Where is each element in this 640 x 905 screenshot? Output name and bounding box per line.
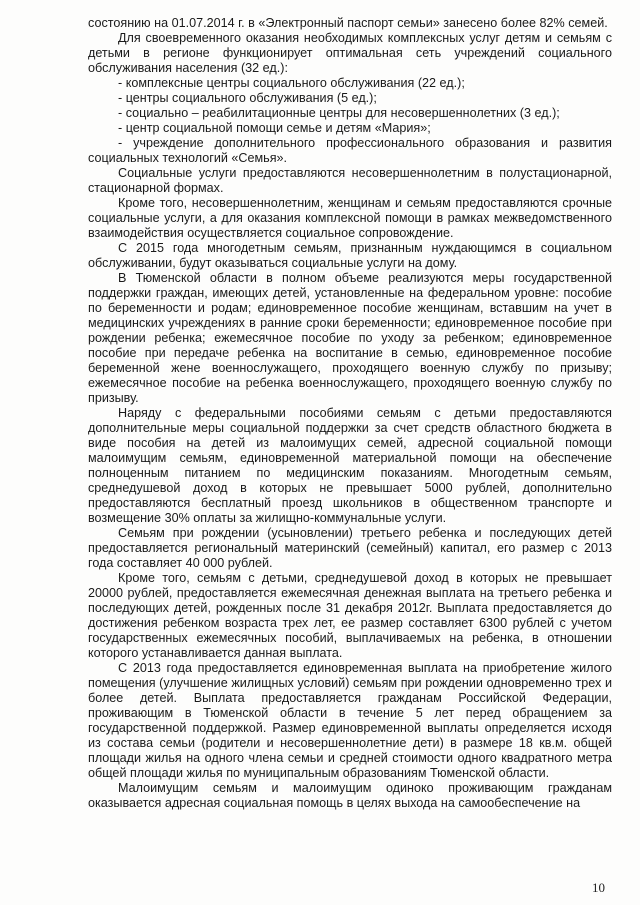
paragraph-monthly-payment: Кроме того, семьям с детьми, среднедушевой доход в которых не превышает 20000 рублей, предоставляется ежемесячная денежная выплата на третьего ребенка и последующих детей, рожденных после 31 декабря 2012г. Выплата предоставляется до достижения ребенком возраста трех лет, ее размер составляет 6300 рублей с учетом государственных ежемесячных пособий, выплачиваемых на ребенка, в отношении которого устанавливается данная выплата.: [88, 571, 612, 660]
list-item-semya-institution: - учреждение дополнительного профессионального образования и развития социальных технологий «Семья».: [88, 136, 612, 165]
page-number: 10: [592, 880, 605, 895]
list-item-service-centers: - центры социального обслуживания (5 ед.);: [118, 91, 377, 105]
paragraph-service-forms: Социальные услуги предоставляются несовершеннолетним в полустационарной, стационарной формах.: [88, 166, 612, 195]
paragraph-targeted-assistance: Малоимущим семьям и малоимущим одиноко проживающим гражданам оказывается адресная социальная помощь в целях выхода на самообеспечение на: [88, 781, 612, 810]
paragraph-urgent-services: Кроме того, несовершеннолетним, женщинам и семьям предоставляются срочные социальные услуги, а для оказания комплексной помощи в рамках межведомственного взаимодействия осуществляется социальное сопровождение.: [88, 196, 612, 240]
list-item-rehabilitation-centers: - социально – реабилитационные центры для несовершеннолетних (3 ед.);: [118, 106, 560, 120]
paragraph-passport-statistics: состоянию на 01.07.2014 г. в «Электронный паспорт семьи» занесено более 82% семей.: [88, 16, 608, 30]
paragraph-maternity-capital: Семьям при рождении (усыновлении) третьего ребенка и последующих детей предоставляется региональный материнский (семейный) капитал, его размер с 2013 года составляет 40 000 рублей.: [88, 526, 612, 570]
list-item-complex-centers: - комплексные центры социального обслуживания (22 ед.);: [118, 76, 465, 90]
document-body: [88, 16, 612, 811]
paragraph-federal-support: В Тюменской области в полном объеме реализуются меры государственной поддержки граждан, имеющих детей, установленные на федеральном уровне: пособие по беременности и родам; единовременное пособие женщинам, вставшим на учет в медицинских учреждениях в ранние сроки беременности; единовременное пособие при рождении ребенка; ежемесячное пособие по уходу за ребенком; единовременное пособие при передаче ребенка на воспитание в семью, единовременное пособие беременной жене военнослужащего, проходящего военную службу по призыву; ежемесячное пособие на ребенка военнослужащего, проходящего военную службу по призыву.: [88, 271, 612, 405]
paragraph-social-services-network: Для своевременного оказания необходимых комплексных услуг детям и семьям с детьми в регионе функционирует оптимальная сеть учреждений социального обслуживания населения (32 ед.):: [88, 31, 612, 75]
paragraph-home-services: С 2015 года многодетным семьям, признанным нуждающимся в социальном обслуживании, будут оказываться социальные услуги на дому.: [88, 241, 612, 270]
list-item-maria-center: - центр социальной помощи семье и детям «Мария»;: [118, 121, 431, 135]
paragraph-regional-support: Наряду с федеральными пособиями семьям с детьми предоставляются дополнительные меры социальной поддержки за счет средств областного бюджета в виде пособия на детей из малоимущих семей, адресной социальной помощи малоимущим семьям, единовременной материальной помощи на обеспечение полноценным питанием по медицинским показаниям. Многодетным семьям, среднедушевой доход в которых не превышает 5000 рублей, дополнительно предоставляются бесплатный проезд школьников в общественном транспорте и возмещение 30% оплаты за жилищно-коммунальные услуги.: [88, 406, 612, 525]
paragraph-housing-payment: С 2013 года предоставляется единовременная выплата на приобретение жилого помещения (улучшение жилищных условий) семьям при рождении одновременно трех и более детей. Выплата предоставляется гражданам Российской Федерации, проживающим в Тюменской области в течение 5 лет перед обращением за государственной поддержкой. Размер единовременной выплаты определяется исходя из состава семьи (родители и несовершеннолетние дети) в размере 18 кв.м. общей площади жилья на одного члена семьи и средней стоимости одного квадратного метра общей площади жилья по муниципальным образованиям Тюменской области.: [88, 661, 612, 780]
